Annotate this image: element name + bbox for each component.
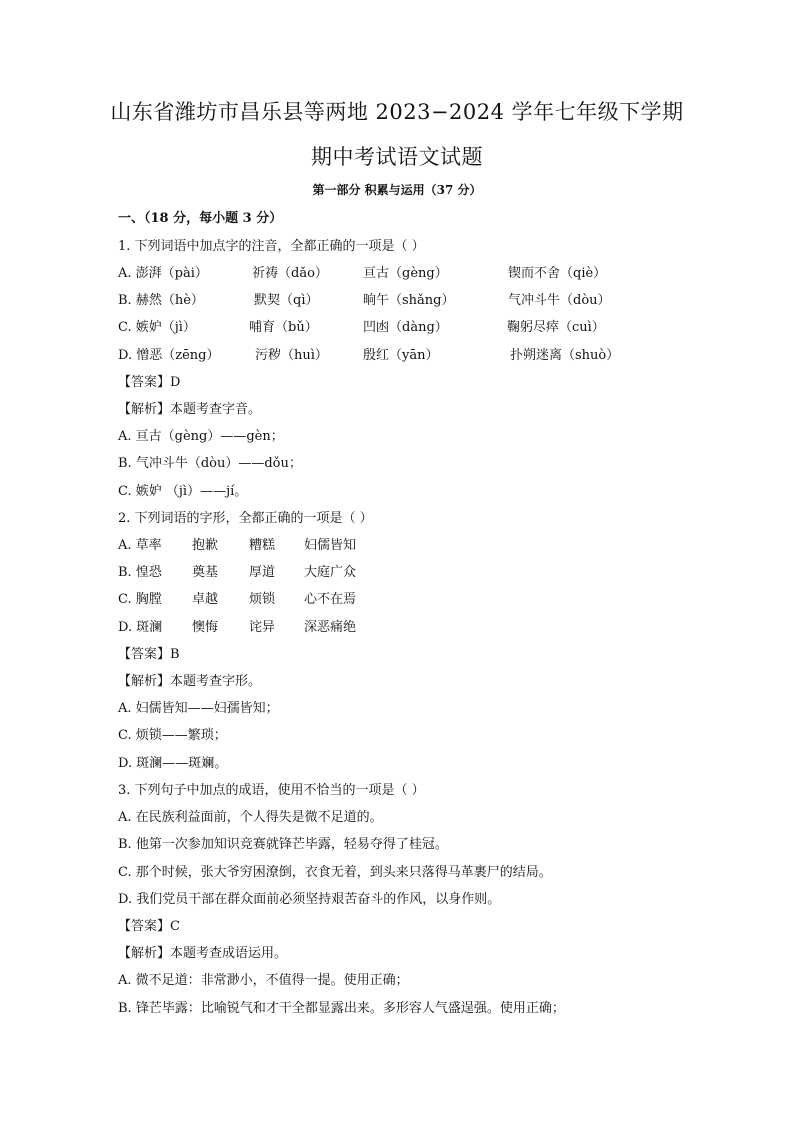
q3-option-a: A. 在民族利益面前，个人得失是微不足道的。: [118, 810, 383, 825]
q1-a-word1: A. 澎湃（pài）: [118, 266, 208, 281]
q1-d-word4: 扑朔迷离（shuò）: [510, 348, 620, 363]
q1-a-word2: 祈祷（dǎo）: [252, 266, 328, 281]
q2-a-word3: 糟糕: [249, 538, 276, 553]
q3-option-b: B. 他第一次参加知识竞赛就锋芒毕露，轻易夺得了桂冠。: [118, 837, 448, 852]
q2-b-word2: 奠基: [192, 565, 219, 580]
q2-note-d: D. 斑澜——斑斓。: [118, 756, 228, 771]
q2-answer: 【答案】B: [118, 647, 180, 662]
q2-d-word4: 深恶痛绝: [304, 620, 357, 635]
q2-b-word1: B. 惶恐: [118, 565, 162, 580]
q2-d-word2: 懊悔: [192, 620, 219, 635]
q1-analysis: 【解析】本题考查字音。: [118, 402, 262, 417]
section-heading: 一、（18 分，每小题 3 分）: [118, 211, 283, 226]
q2-c-word4: 心不在焉: [304, 592, 357, 607]
q3-note-b: B. 锋芒毕露：比喻锐气和才干全都显露出来。多形容人气盛逞强。使用正确；: [118, 1001, 565, 1016]
q1-c-word2: 哺育（bǔ）: [249, 320, 318, 335]
q3-option-d: D. 我们党员干部在群众面前必须坚持艰苦奋斗的作风，以身作则。: [118, 892, 501, 907]
q3-option-c: C. 那个时候，张大爷穷困潦倒，衣食无着，到头来只落得马革裹尸的结局。: [118, 865, 552, 880]
document-title-line1: 山东省潍坊市昌乐县等两地 2023−2024 学年七年级下学期: [110, 100, 684, 124]
q1-d-word3: 殷红（yān）: [363, 348, 439, 363]
q1-c-word3: 凹凼（dàng）: [363, 320, 448, 335]
q3-stem: 3. 下列句子中加点的成语，使用不恰当的一项是（ ）: [118, 783, 425, 798]
q2-a-word1: A. 草率: [118, 538, 162, 553]
q3-answer: 【答案】C: [118, 919, 180, 934]
q2-analysis: 【解析】本题考查字形。: [118, 674, 262, 689]
q2-note-c: C. 烦锁——繁琐；: [118, 728, 227, 743]
q1-c-word1: C. 嫉妒（jì）: [118, 320, 196, 335]
q2-d-word1: D. 斑澜: [118, 620, 163, 635]
q1-a-word3: 亘古（gèng）: [363, 266, 448, 281]
part-heading: 第一部分 积累与运用（37 分）: [312, 183, 482, 197]
q2-c-word1: C. 胸膛: [118, 592, 162, 607]
q2-a-word2: 抱歉: [192, 538, 219, 553]
q3-note-a: A. 微不足道：非常渺小，不值得一提。使用正确；: [118, 973, 409, 988]
q2-b-word3: 厚道: [249, 565, 276, 580]
q1-note-a: A. 亘古（gèng）——gèn；: [118, 429, 284, 444]
q1-b-word4: 气冲斗牛（dòu）: [508, 293, 611, 308]
q2-b-word4: 大庭广众: [304, 565, 357, 580]
q1-b-word2: 默契（qì）: [254, 293, 319, 308]
q1-c-word4: 鞠躬尽瘁（cuì）: [507, 320, 605, 335]
q2-c-word3: 烦锁: [249, 592, 276, 607]
q1-answer: 【答案】D: [118, 375, 181, 390]
q2-note-a: A. 妇儒皆知——妇孺皆知；: [118, 701, 279, 716]
q3-analysis: 【解析】本题考查成语运用。: [118, 946, 288, 961]
q1-b-word1: B. 赫然（hè）: [118, 293, 204, 308]
q1-note-c: C. 嫉妒 （jì）——jí。: [118, 484, 248, 499]
document-title-line2: 期中考试语文试题: [311, 145, 483, 169]
q2-c-word2: 卓越: [192, 592, 219, 607]
q1-d-word1: D. 憎恶（zēng）: [118, 348, 220, 363]
q1-a-word4: 锲而不舍（qiè）: [508, 266, 607, 281]
q1-stem: 1. 下列词语中加点字的注音，全都正确的一项是（ ）: [118, 239, 425, 254]
q1-note-b: B. 气冲斗牛（dòu）——dǒu；: [118, 456, 302, 471]
q2-d-word3: 诧异: [249, 620, 276, 635]
q1-d-word2: 污秽（huì）: [255, 348, 328, 363]
q2-a-word4: 妇儒皆知: [304, 538, 357, 553]
q2-stem: 2. 下列词语的字形，全都正确的一项是（ ）: [118, 511, 373, 526]
q1-b-word3: 晌午（shǎng）: [363, 293, 455, 308]
